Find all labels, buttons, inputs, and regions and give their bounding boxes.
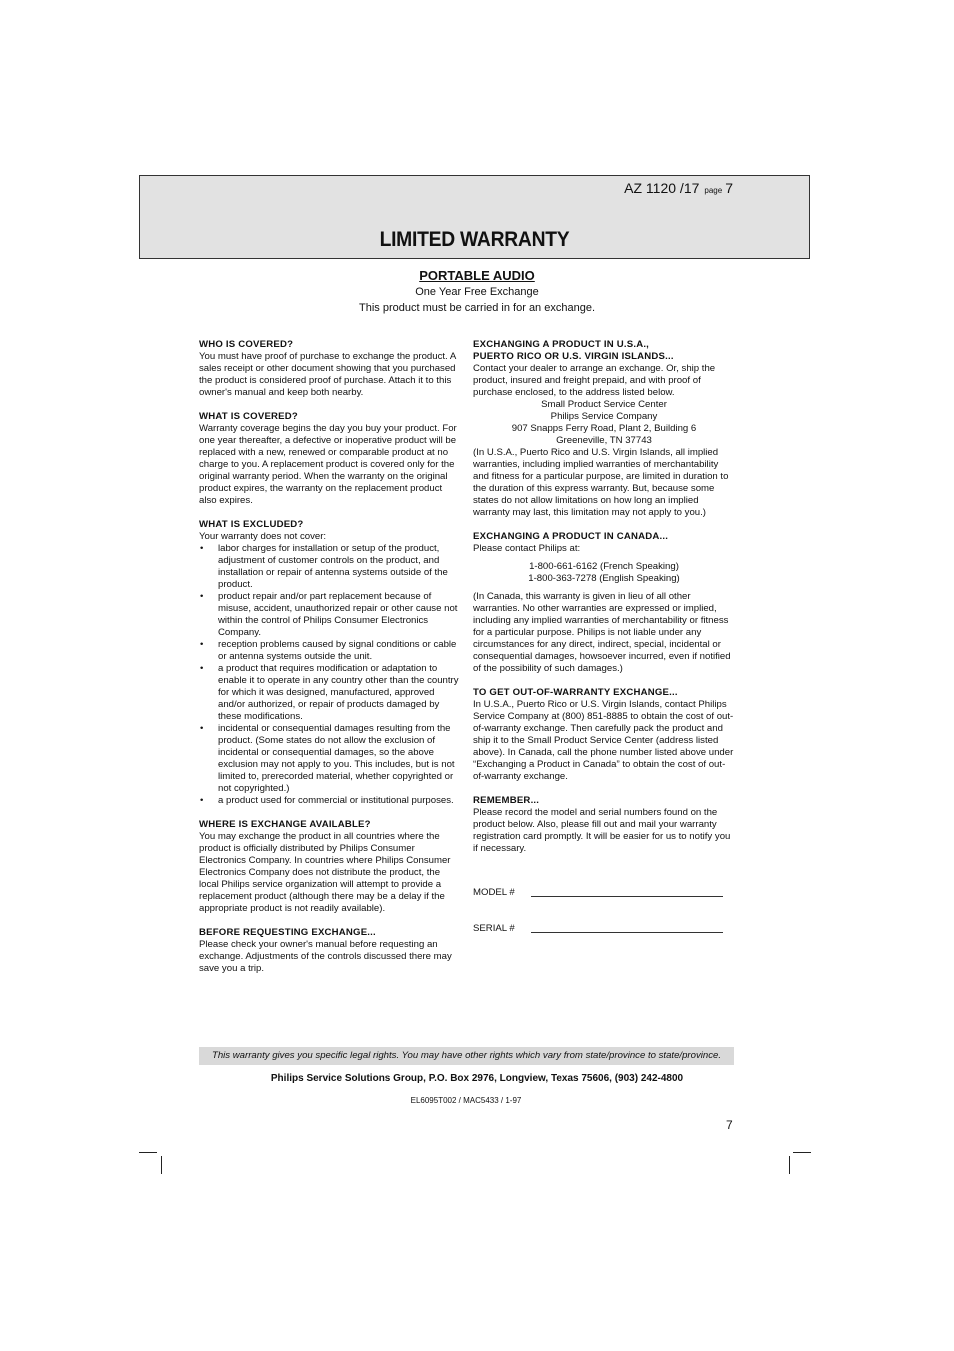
- usa-body: Contact your dealer to arrange an exchange. Or, ship the product, insured and freight prepaid, and with proof of purchase enclosed, to the address listed below.: [473, 363, 716, 398]
- section-subtitle: PORTABLE AUDIO: [419, 268, 535, 283]
- service-address: Philips Service Solutions Group, P.O. Box 2976, Longview, Texas 75606, (903) 242-4800: [270, 1073, 684, 1084]
- usa-section: [473, 339, 735, 519]
- crop-mark: [793, 1152, 811, 1153]
- rights-note-band: [199, 1047, 734, 1065]
- excluded-intro: Your warranty does not cover:: [199, 531, 327, 542]
- canada-heading: EXCHANGING A PRODUCT IN CANADA...: [473, 531, 669, 542]
- usa-address-line: Small Product Service Center: [541, 399, 667, 410]
- canada-phone-english: 1-800-363-7278 (English Speaking): [528, 573, 680, 584]
- model-blank-line: [531, 890, 723, 897]
- model-label: MODEL #: [473, 887, 515, 898]
- page-number: 7: [726, 1118, 733, 1132]
- model-number: AZ 1120 /17: [624, 180, 700, 196]
- what-heading: WHAT IS COVERED?: [199, 411, 298, 422]
- oow-heading: TO GET OUT-OF-WARRANTY EXCHANGE...: [473, 687, 678, 698]
- intro-line-2: This product must be carried in for an exchange.: [358, 302, 595, 314]
- page-title: LIMITED WARRANTY: [379, 228, 570, 251]
- where-section: [199, 819, 461, 915]
- usa-address-line: Philips Service Company: [550, 411, 658, 422]
- before-section: [199, 927, 461, 975]
- canada-section: [473, 531, 735, 675]
- intro-line-1: One Year Free Exchange: [415, 286, 539, 298]
- where-heading: WHERE IS EXCHANGE AVAILABLE?: [199, 819, 371, 830]
- model-field: [473, 885, 735, 899]
- serial-field: [473, 921, 735, 935]
- what-body: Warranty coverage begins the day you buy your product. For one year thereafter, a defective or inoperative product will be replaced with a new, renewed or comparable product at no charge to you. A replacement product is covered only for the original warranty period. When the warranty on the original product expires, the warranty on the replacement product also expires.: [199, 423, 457, 506]
- list-item: • reception problems caused by signal conditions or cable or antenna systems outside the unit.: [199, 639, 461, 663]
- list-item: • product repair and/or part replacement because of misuse, accident, unauthorized repair or other cause not within the control of Philips Consumer Electronics Company.: [199, 591, 461, 639]
- what-section: [199, 411, 461, 507]
- list-item: • incidental or consequential damages resulting from the product. (Some states do not allow the exclusion of incidental or consequential damages, so the above exclusion may not apply to you. This includes, but is not limited to, prerecorded material, whether copyrighted or not copyrighted.): [199, 723, 461, 795]
- where-body: You may exchange the product in all countries where the product is officially distributed by Philips Consumer Electronics Company. In countries where Philips Consumer Electronics Company does not distribute the product, the local Philips service organization will attempt to provide a replacement product (although there may be a delay if the appropriate product is not readily available).: [199, 831, 451, 914]
- crop-mark: [161, 1156, 162, 1174]
- who-heading: WHO IS COVERED?: [199, 339, 294, 350]
- right-column: [473, 339, 735, 935]
- header-page-number: 7: [725, 180, 733, 196]
- canada-phone-french: 1-800-661-6162 (French Speaking): [529, 561, 679, 572]
- list-item: • a product that requires modification or adaptation to enable it to operate in any country other than the country for which it was designed, manufactured, approved and/or authorized, or repair of products damaged by these modifications.: [199, 663, 461, 723]
- rights-note: This warranty gives you specific legal rights. You may have other rights which vary from state/province to state/province.: [211, 1050, 722, 1061]
- who-section: [199, 339, 461, 399]
- list-item: • a product used for commercial or institutional purposes.: [199, 795, 461, 807]
- usa-note: (In U.S.A., Puerto Rico and U.S. Virgin Islands, all implied warranties, including implied warranties of merchantability and fitness for a particular purpose, are limited in duration to the duration of this express warranty. But, because some states do not allow limitations on how long an implied warranty may last, this limitation may not apply to you.): [473, 447, 729, 518]
- oow-body: In U.S.A., Puerto Rico or U.S. Virgin Islands, contact Philips Service Company at (800) 851-8885 to obtain the cost of out-of-warranty exchange. Then carefully pack the product and ship it to the Small Product Service Center (address listed above). In Canada, call the phone number listed above under “Exchanging a Product in Canada” to obtain the cost of out-of-warranty exchange.: [473, 699, 734, 782]
- list-item: • labor charges for installation or setup of the product, adjustment of customer controls on the product, and installation or repair of antenna systems outside of the product.: [199, 543, 461, 591]
- excluded-section: [199, 519, 461, 807]
- remember-heading: REMEMBER...: [473, 795, 540, 806]
- crop-mark: [139, 1152, 157, 1153]
- who-body: You must have proof of purchase to exchange the product. A sales receipt or other document showing that you purchased the product is considered proof of purchase. Attach it to this owner's manual and keep both nearby.: [199, 351, 456, 398]
- usa-heading-line-2: PUERTO RICO OR U.S. VIRGIN ISLANDS...: [473, 351, 674, 362]
- usa-heading-line-1: EXCHANGING A PRODUCT IN U.S.A.,: [473, 339, 650, 350]
- crop-mark: [789, 1156, 790, 1174]
- before-body: Please check your owner's manual before requesting an exchange. Adjustments of the controls discussed there may save you a trip.: [199, 939, 452, 974]
- usa-address-line: 907 Snapps Ferry Road, Plant 2, Building 6: [511, 423, 697, 434]
- document-code: EL6095T002 / MAC5433 / 1-97: [410, 1096, 522, 1105]
- before-heading: BEFORE REQUESTING EXCHANGE...: [199, 927, 376, 938]
- left-column: [199, 339, 461, 987]
- oow-section: [473, 687, 735, 783]
- page-word: page: [704, 186, 723, 195]
- model-line: [624, 180, 733, 196]
- excluded-list: [199, 543, 461, 807]
- usa-address-line: Greeneville, TN 37743: [556, 435, 652, 446]
- remember-section: [473, 795, 735, 855]
- remember-body: Please record the model and serial numbers found on the product below. Also, please fill out and mail your warranty registration card promptly. It will be easier for us to notify you if necessary.: [473, 807, 731, 854]
- serial-label: SERIAL #: [473, 923, 515, 934]
- canada-intro: Please contact Philips at:: [473, 543, 581, 554]
- canada-note: (In Canada, this warranty is given in lieu of all other warranties. No other warranties are expressed or implied, including any implied warranties of merchantability or fitness for a particular purpose. Philips is not liable under any circumstances for any direct, indirect, special, incidental or consequential damages, howsoever incurred, even if notified of the possibility of such damages.): [473, 591, 731, 674]
- header-box: [139, 175, 810, 259]
- serial-blank-line: [531, 926, 723, 933]
- excluded-heading: WHAT IS EXCLUDED?: [199, 519, 304, 530]
